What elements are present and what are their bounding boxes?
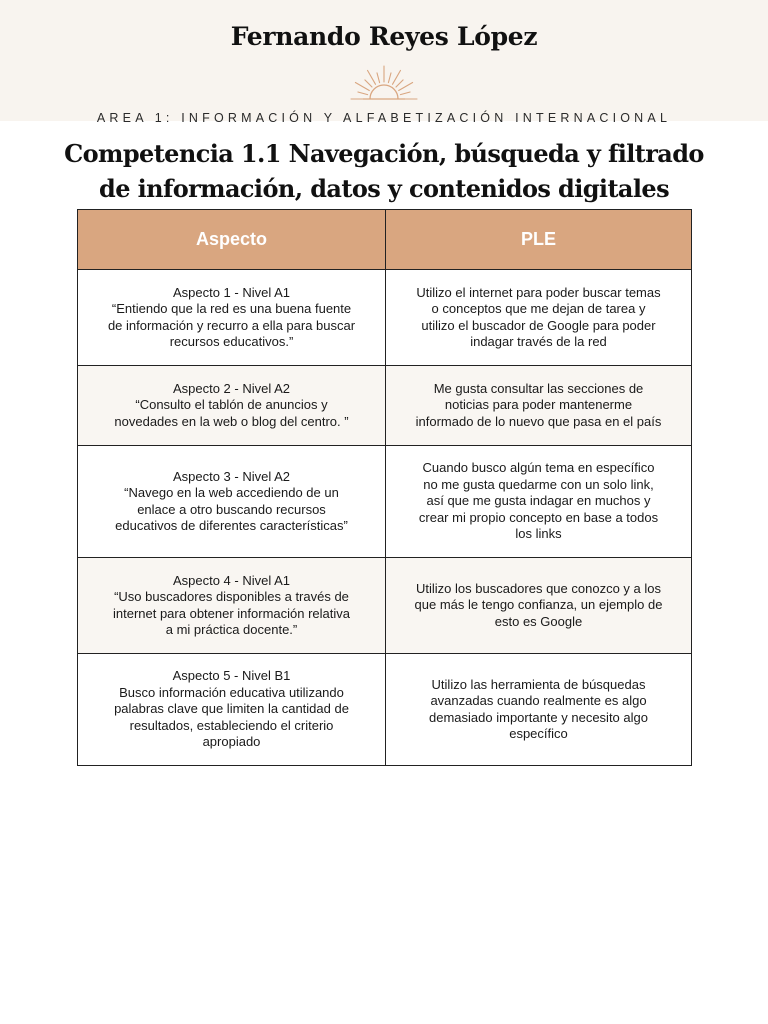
aspect-cell bbox=[78, 654, 386, 766]
author-name: Fernando Reyes López bbox=[230, 22, 538, 51]
header-ple: PLE bbox=[386, 210, 692, 270]
table-row bbox=[78, 558, 692, 654]
ple-text-line: que más le tengo confianza, un ejemplo de bbox=[414, 597, 663, 613]
aspect-text-line: Busco información educativa utilizando bbox=[119, 684, 344, 700]
ple-text-line: avanzadas cuando realmente es algo bbox=[430, 693, 647, 708]
table-row bbox=[78, 366, 692, 446]
aspect-text-line: Aspecto 1 - Nivel A1 bbox=[172, 284, 291, 300]
ple-cell bbox=[386, 270, 692, 366]
aspect-text-line: enlace a otro buscando recursos bbox=[137, 501, 326, 517]
aspect-text-line: internet para obtener información relativa bbox=[112, 605, 351, 621]
ple-text-line: o conceptos que me dejan de tarea y bbox=[431, 301, 646, 316]
title-line-2: de información, datos y contenidos digitales bbox=[99, 174, 669, 203]
ple-cell bbox=[386, 654, 692, 766]
ple-cell bbox=[386, 366, 692, 446]
aspect-cell bbox=[78, 446, 386, 558]
aspect-text-line: “Uso buscadores disponibles a través de bbox=[114, 589, 349, 604]
ple-text-line: así que me gusta indagar en muchos y bbox=[426, 493, 651, 509]
aspect-text-line: apropiado bbox=[202, 734, 261, 750]
ple-text-line: informado de lo nuevo que pasa en el país bbox=[415, 413, 662, 429]
ple-text-line: noticias para poder mantenerme bbox=[444, 397, 633, 413]
ple-text-line: Utilizo las herramienta de búsquedas bbox=[431, 676, 646, 692]
ple-text-line: demasiado importante y necesito algo bbox=[429, 709, 648, 725]
aspect-text-line: de información y recurro a ella para buscar bbox=[107, 317, 356, 333]
ple-text-line: utilizo el buscador de Google para poder bbox=[421, 317, 656, 333]
sunburst-logo-icon bbox=[349, 62, 419, 104]
page-title bbox=[40, 136, 728, 206]
aspect-cell bbox=[78, 270, 386, 366]
ple-cell bbox=[386, 558, 692, 654]
ple-text-line: los links bbox=[515, 526, 562, 542]
aspect-text-line: recursos educativos.” bbox=[169, 334, 294, 349]
ple-text-line: esto es Google bbox=[494, 613, 583, 629]
ple-text-line: específico bbox=[509, 726, 568, 741]
ple-text-line: crear mi propio concepto en base a todos bbox=[418, 509, 659, 525]
aspect-text-line: “Navego en la web accediendo de un bbox=[124, 485, 339, 500]
aspect-cell bbox=[78, 558, 386, 654]
ple-text-line: Utilizo el internet para poder buscar temas bbox=[416, 284, 661, 300]
aspect-cell bbox=[78, 366, 386, 446]
aspect-text-line: novedades en la web o blog del centro. ” bbox=[114, 413, 349, 429]
aspect-text-line: a mi práctica docente.” bbox=[165, 622, 298, 637]
ple-text-line: indagar través de la red bbox=[470, 334, 607, 349]
aspect-text-line: educativos de diferentes características” bbox=[115, 518, 348, 533]
competency-table bbox=[77, 209, 692, 766]
aspect-text-line: resultados, estableciendo el criterio bbox=[129, 717, 334, 733]
table-row bbox=[78, 270, 692, 366]
table-header-row bbox=[78, 210, 692, 270]
table-row bbox=[78, 654, 692, 766]
aspect-text-line: Aspecto 2 - Nivel A2 bbox=[172, 380, 291, 396]
title-line-1: Competencia 1.1 Navegación, búsqueda y filtrado bbox=[64, 139, 704, 168]
table-row bbox=[78, 446, 692, 558]
aspect-text-line: palabras clave que limiten la cantidad de bbox=[114, 701, 349, 717]
ple-cell bbox=[386, 446, 692, 558]
aspect-text-line: “Entiendo que la red es una buena fuente bbox=[111, 301, 352, 316]
aspect-text-line: Aspecto 4 - Nivel A1 bbox=[172, 572, 291, 588]
header-aspecto: Aspecto bbox=[78, 210, 386, 270]
aspect-text-line: Aspecto 5 - Nivel B1 bbox=[172, 668, 291, 684]
ple-text-line: no me gusta quedarme con un solo link, bbox=[423, 476, 654, 492]
area-subtitle: AREA 1: INFORMACIÓN Y ALFABETIZACIÓN INTERNACIONAL bbox=[96, 111, 672, 125]
ple-text-line: Cuando busco algún tema en específico bbox=[422, 460, 655, 476]
aspect-text-line: “Consulto el tablón de anuncios y bbox=[135, 397, 328, 413]
aspect-text-line: Aspecto 3 - Nivel A2 bbox=[172, 468, 291, 484]
ple-text-line: Utilizo los buscadores que conozco y a los bbox=[416, 580, 661, 596]
ple-text-line: Me gusta consultar las secciones de bbox=[433, 380, 644, 396]
